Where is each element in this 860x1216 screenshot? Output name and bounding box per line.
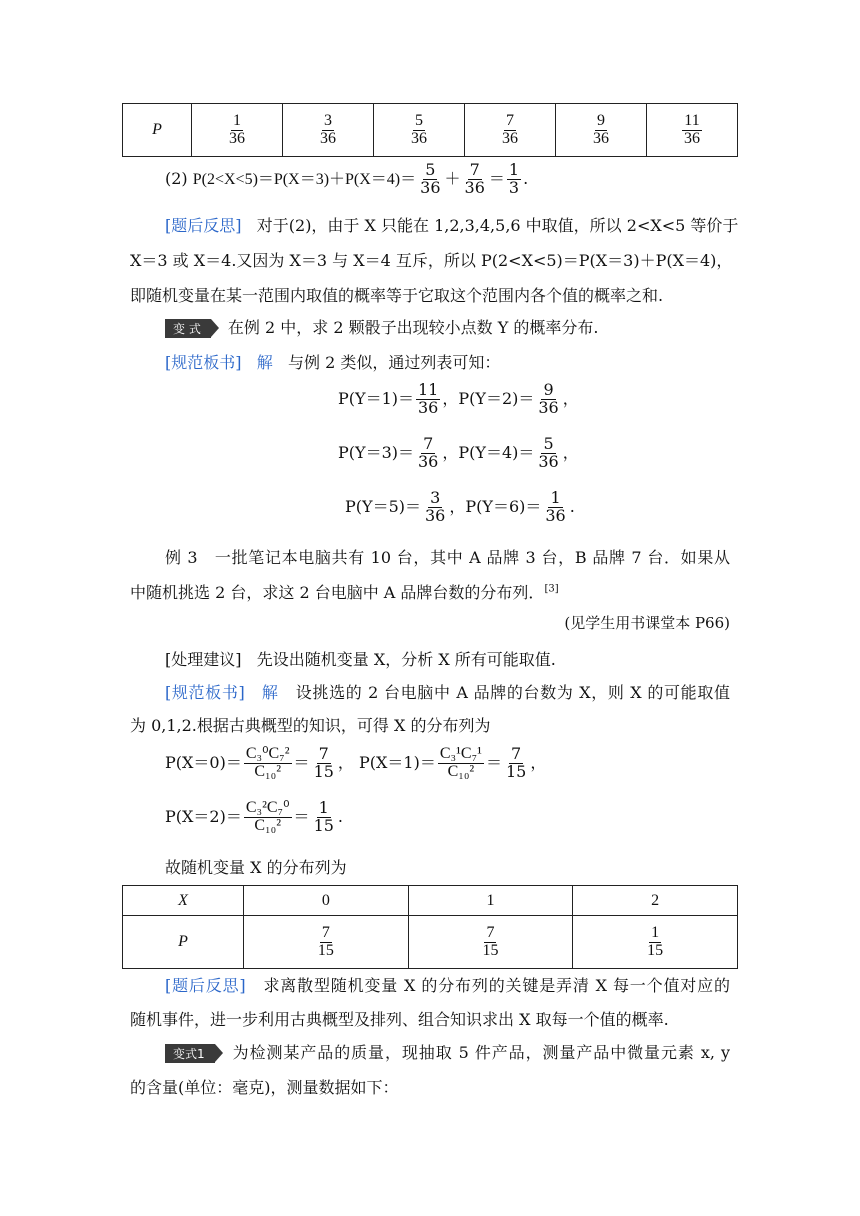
see-reference: (见学生用书课堂本 P66) xyxy=(564,614,730,632)
table-header-cell: 2 xyxy=(573,886,738,916)
table-cell: $\frac{7}{36}$ xyxy=(465,104,556,157)
solution-1-row-2: P(Y＝3)＝ $\frac{7}{36}$ ，P(Y＝4)＝ $\frac{5}{36}$ ， xyxy=(338,434,579,471)
variant-line: 变 式 在例 2 中，求 2 颗骰子出现较小点数 Y 的概率分布. xyxy=(165,315,598,338)
reflection-1-line-2: X＝3 或 X＝4.又因为 X＝3 与 X＝4 互斥，所以 P(2<X<5)＝P(X＝3)＋P(X＝4)， xyxy=(130,251,733,270)
table-cell: $\frac{7}{15}$ xyxy=(244,916,409,969)
advice-line: [处理建议] 先设出随机变量 X，分析 X 所有可能取值. xyxy=(165,650,556,669)
reflection-1-line-1: [题后反思] 对于(2)，由于 X 只能在 1,2,3,4,5,6 中取值，所以 2<X<5 等价于 xyxy=(165,216,739,235)
distribution-table-2 xyxy=(122,885,738,969)
table-cell: $\frac{5}{36}$ xyxy=(374,104,465,157)
table-intro: 故随机变量 X 的分布列为 xyxy=(165,858,347,877)
row-label: P xyxy=(123,916,244,969)
row-label: P xyxy=(123,104,192,157)
table-cell: $\frac{7}{15}$ xyxy=(408,916,573,969)
reflection-2-line-1: [题后反思] 求离散型随机变量 X 的分布列的关键是弄清 X 每一个值对应的 xyxy=(165,976,730,995)
table-row xyxy=(123,916,738,969)
part-2-equation: (2) P(2<X<5)＝P(X＝3)＋P(X＝4)＝ $\frac{5}{36}$ ＋ $\frac{7}{36}$ ＝ $\frac{1}{3}$ . xyxy=(165,160,529,197)
table-cell: $\frac{1}{15}$ xyxy=(573,916,738,969)
variant-2-line-2: 的含量(单位：毫克)，测量数据如下： xyxy=(130,1078,399,1097)
reflection-tag: [题后反思] xyxy=(165,216,242,235)
probability-x0: P(X＝0)＝ $\frac{\text{C₃⁰C₇²}}{\text{C₁₀²}}$ ＝ $\frac{7}{15}$ ， P(X＝1)＝ $\frac{\text{C₃¹C₇¹}}{\text{C₁₀²}}$ ＝ $\frac{7}{15}$ ， xyxy=(165,744,547,781)
table-cell: $\frac{9}{36}$ xyxy=(556,104,647,157)
reflection-1-line-3: 即随机变量在某一范围内取值的概率等于它取这个范围内各个值的概率之和. xyxy=(130,286,664,305)
table-header-cell: 0 xyxy=(244,886,409,916)
variant-badge: 变 式 xyxy=(165,319,211,338)
table-cell: $\frac{1}{36}$ xyxy=(192,104,283,157)
solution-1-intro: [规范板书] 解 与例 2 类似，通过列表可知： xyxy=(165,353,501,372)
variant-2-line-1: 变式1 为检测某产品的质量，现抽取 5 件产品，测量产品中微量元素 x, y xyxy=(165,1040,730,1063)
table-row xyxy=(123,886,738,916)
example-3-line-1: 例 3 一批笔记本电脑共有 10 台，其中 A 品牌 3 台，B 品牌 7 台．如果从 xyxy=(165,548,730,567)
table-cell: $\frac{3}{36}$ xyxy=(283,104,374,157)
solution-1-row-1: P(Y＝1)＝ $\frac{11}{36}$ ，P(Y＝2)＝ $\frac{9}{36}$ ， xyxy=(338,380,579,417)
reference-mark: [3] xyxy=(544,583,559,595)
distribution-table-1 xyxy=(122,103,738,157)
example-3-line-2: 中随机挑选 2 台，求这 2 台电脑中 A 品牌台数的分布列．[3] xyxy=(130,583,559,602)
table-cell: $\frac{11}{36}$ xyxy=(647,104,738,157)
variant-1-badge: 变式1 xyxy=(165,1044,215,1063)
reflection-2-line-2: 随机事件，进一步利用古典概型及排列、组合知识求出 X 取每一个值的概率. xyxy=(130,1010,669,1029)
solution-1-row-3: P(Y＝5)＝ $\frac{3}{36}$ ，P(Y＝6)＝ $\frac{1}{36}$ . xyxy=(345,488,575,525)
table-header-cell: 1 xyxy=(408,886,573,916)
solution-2-line-2: 为 0,1,2.根据古典概型的知识，可得 X 的分布列为 xyxy=(130,716,491,735)
table-row xyxy=(123,104,738,157)
table-header-cell: X xyxy=(123,886,244,916)
probability-x2: P(X＝2)＝ $\frac{\text{C₃²C₇⁰}}{\text{C₁₀²}}$ ＝ $\frac{1}{15}$ . xyxy=(165,798,344,835)
solution-2-line-1: [规范板书] 解 设挑选的 2 台电脑中 A 品牌的台数为 X，则 X 的可能取值 xyxy=(165,683,730,702)
